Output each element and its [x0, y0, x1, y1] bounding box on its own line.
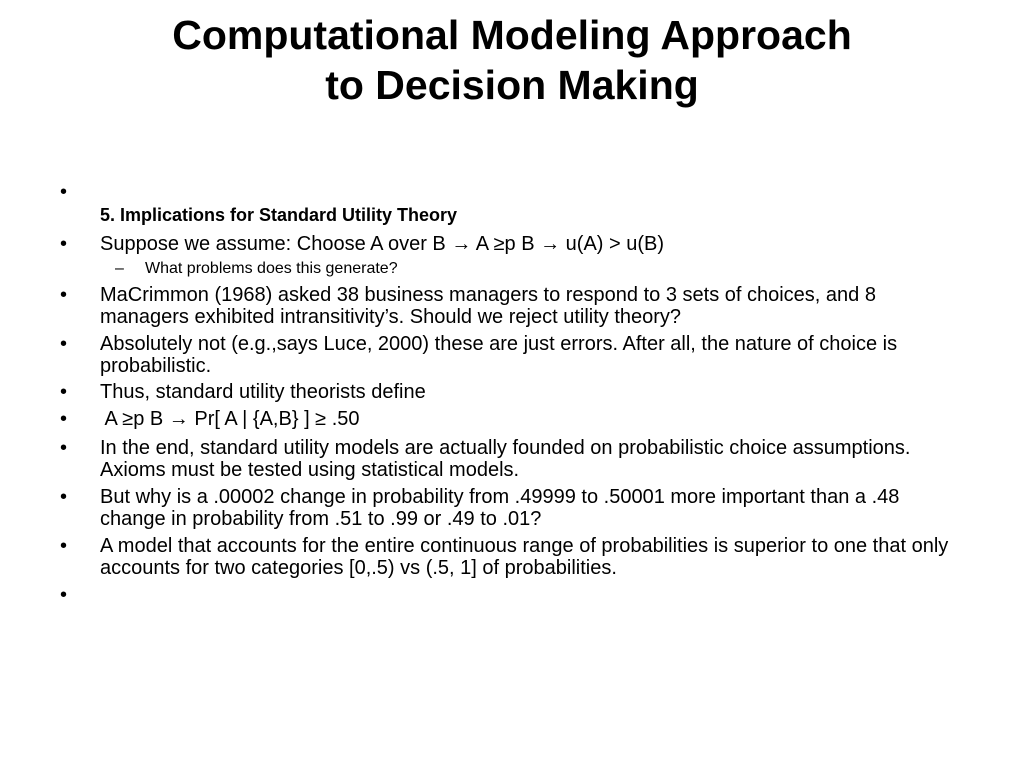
bullet-marker: •	[60, 408, 68, 430]
sub-bullet-marker: –	[115, 260, 124, 277]
bullet-absolutely	[60, 333, 970, 377]
bullet-formula	[60, 408, 970, 430]
bullet-text: Suppose we assume: Choose A over B → A ≥p B → u(A) > u(B)	[100, 233, 665, 255]
bullet-marker: •	[60, 181, 68, 203]
slide-title	[0, 10, 1024, 110]
section-heading: 5. Implications for Standard Utility Theory	[100, 205, 458, 225]
bullet-why	[60, 486, 970, 530]
bullet-text: Thus, standard utility theorists define	[100, 381, 426, 403]
bullet-heading	[60, 204, 970, 226]
bullet-text: A ≥p B → Pr[ A | {A,B} ] ≥ .50	[100, 408, 360, 430]
bullet-marker: •	[60, 535, 68, 557]
bullet-text: In the end, standard utility models are actually founded on probabilistic choice assumptions. Axioms must be tested using statistical models.	[100, 437, 911, 481]
sub-bullet-problems	[60, 260, 970, 278]
title-line-1: Computational Modeling Approach	[172, 12, 852, 58]
bullet-marker: •	[60, 381, 68, 403]
bullet-marker: •	[60, 437, 68, 459]
bullet-marker: •	[60, 233, 68, 255]
bullet-macrimmon	[60, 284, 970, 328]
bullet-model	[60, 535, 970, 579]
bullet-marker: •	[60, 584, 68, 606]
bullet-marker: •	[60, 333, 68, 355]
bullet-text: But why is a .00002 change in probability from .49999 to .50001 more important than a .48 change in probability from .51 to .99 or .49 to .01?	[100, 486, 900, 530]
bullet-text: MaCrimmon (1968) asked 38 business managers to respond to 3 sets of choices, and 8 managers exhibited intransitivity’s. Should we reject utility theory?	[100, 284, 876, 328]
sub-bullet-text: What problems does this generate?	[145, 260, 398, 277]
bullet-text: A model that accounts for the entire continuous range of probabilities is superior to one that only accounts for two categories [0,.5) vs (.5, 1] of probabilities.	[100, 535, 949, 579]
bullet-suppose	[60, 233, 970, 255]
bullet-text: Absolutely not (e.g.,says Luce, 2000) these are just errors. After all, the nature of choice is probabilistic.	[100, 333, 898, 377]
bullet-marker: •	[60, 284, 68, 306]
bullet-marker: •	[60, 486, 68, 508]
title-line-2: to Decision Making	[325, 62, 699, 108]
bullet-thus	[60, 381, 970, 403]
bullet-end	[60, 437, 970, 481]
